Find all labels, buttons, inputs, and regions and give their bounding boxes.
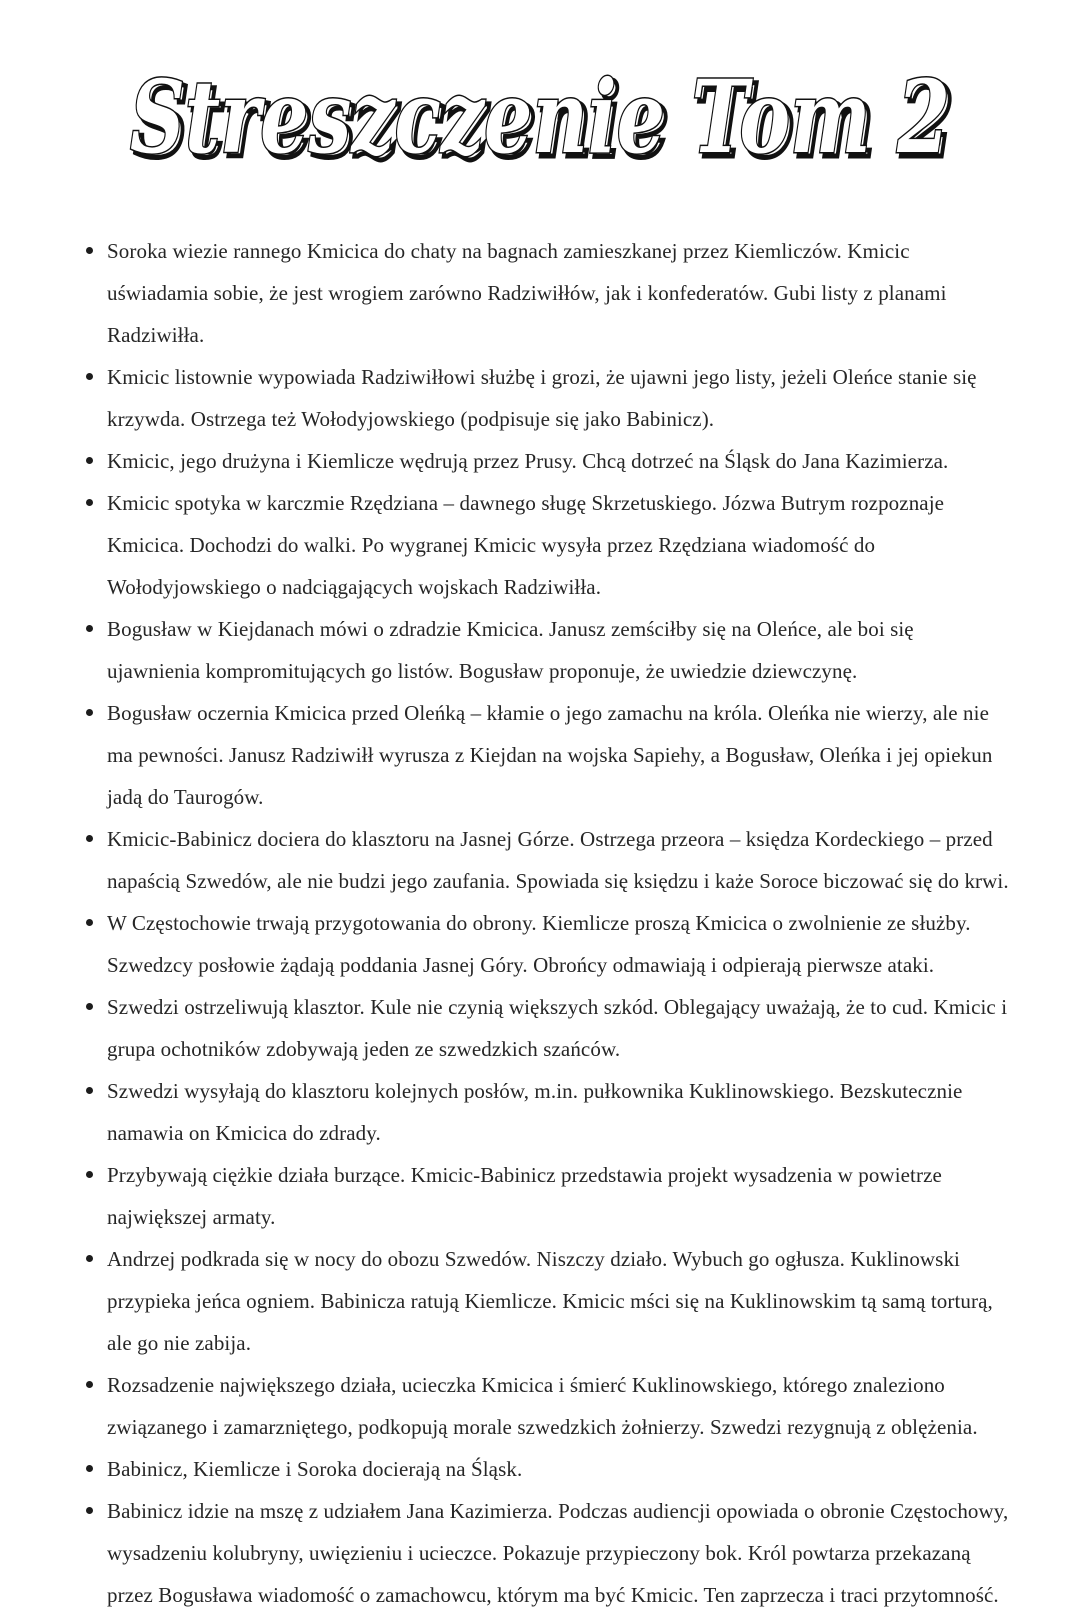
- summary-item: [86, 1364, 1010, 1448]
- summary-item-text: Babinicz, Kiemlicze i Soroka docierają na Śląsk.: [107, 1457, 523, 1481]
- summary-item: [86, 440, 1010, 482]
- summary-item-text: W Częstochowie trwają przygotowania do obrony. Kiemlicze proszą Kmicica o zwolnienie ze służby. Szwedzcy posłowie żądają poddania Jasnej Góry. Obrońcy odmawiają i odpierają pierwsze ataki.: [107, 911, 971, 977]
- bullet-icon: [86, 835, 93, 842]
- bullet-icon: [86, 373, 93, 380]
- summary-item-text: Kmicic-Babinicz dociera do klasztoru na Jasnej Górze. Ostrzega przeora – księdza Kordeckiego – przed napaścią Szwedów, ale nie budzi jego zaufania. Spowiada się księdzu i każe Soroce biczować się do krwi.: [107, 827, 1009, 893]
- summary-item: [86, 482, 1010, 608]
- summary-item-text: Kmicic, jego drużyna i Kiemlicze wędrują przez Prusy. Chcą dotrzeć na Śląsk do Jana Kazimierza.: [107, 449, 949, 473]
- bullet-icon: [86, 499, 93, 506]
- summary-item: [86, 692, 1010, 818]
- bullet-icon: [86, 625, 93, 632]
- summary-item-text: Kmicic listownie wypowiada Radziwiłłowi służbę i grozi, że ujawni jego listy, jeżeli Oleńce stanie się krzywda. Ostrzega też Wołodyjowskiego (podpisuje się jako Babinicz).: [107, 365, 977, 431]
- summary-item: [86, 230, 1010, 356]
- page-title: Streszczenie Tom 2: [130, 58, 950, 176]
- summary-item: [86, 986, 1010, 1070]
- bullet-icon: [86, 709, 93, 716]
- bullet-icon: [86, 247, 93, 254]
- bullet-icon: [86, 1003, 93, 1010]
- summary-item: [86, 902, 1010, 986]
- summary-item: [86, 1448, 1010, 1490]
- summary-item: [86, 1238, 1010, 1364]
- page-title-wrap: [0, 34, 1080, 204]
- summary-item: [86, 1154, 1010, 1238]
- bullet-icon: [86, 457, 93, 464]
- page-title-outline-copy: Streszczenie Tom 2: [134, 62, 954, 180]
- summary-item-text: Przybywają ciężkie działa burzące. Kmicic-Babinicz przedstawia projekt wysadzenia w powietrze największej armaty.: [107, 1163, 942, 1229]
- summary-item-text: Soroka wiezie rannego Kmicica do chaty na bagnach zamieszkanej przez Kiemliczów. Kmicic uświadamia sobie, że jest wrogiem zarówno Radziwiłłów, jak i konfederatów. Gubi listy z planami Radziwiłła.: [107, 239, 947, 347]
- bullet-icon: [86, 1465, 93, 1472]
- bullet-icon: [86, 1087, 93, 1094]
- summary-item-text: Rozsadzenie największego działa, ucieczka Kmicica i śmierć Kuklinowskiego, którego znaleziono związanego i zamarzniętego, podkopują morale szwedzkich żołnierzy. Szwedzi rezygnują z oblężenia.: [107, 1373, 978, 1439]
- summary-item-text: Andrzej podkrada się w nocy do obozu Szwedów. Niszczy działo. Wybuch go ogłusza. Kuklinowski przypieka jeńca ogniem. Babinicza ratują Kiemlicze. Kmicic mści się na Kuklinowskim tą samą torturą, ale go nie zabija.: [107, 1247, 993, 1355]
- summary-item-text: Szwedzi ostrzeliwują klasztor. Kule nie czynią większych szkód. Oblegający uważają, że to cud. Kmicic i grupa ochotników zdobywają jeden ze szwedzkich szańców.: [107, 995, 1008, 1061]
- bullet-icon: [86, 1507, 93, 1514]
- summary-item: [86, 356, 1010, 440]
- summary-item-text: Babinicz idzie na mszę z udziałem Jana Kazimierza. Podczas audiencji opowiada o obronie Częstochowy, wysadzeniu kolubryny, uwięzieniu i ucieczce. Pokazuje przypieczony bok. Król powtarza przekazaną przez Bogusława wiadomość o zamachowcu, którym ma być Kmicic. Ten zaprzecza i traci przytomność.: [107, 1499, 1009, 1607]
- summary-item: [86, 1070, 1010, 1154]
- summary-item-text: Bogusław oczernia Kmicica przed Oleńką – kłamie o jego zamachu na króla. Oleńka nie wierzy, ale nie ma pewności. Janusz Radziwiłł wyrusza z Kiejdan na wojska Sapiehy, a Bogusław, Oleńka i jej opiekun jadą do Taurogów.: [107, 701, 993, 809]
- summary-item-text: Szwedzi wysyłają do klasztoru kolejnych posłów, m.in. pułkownika Kuklinowskiego. Bezskutecznie namawia on Kmicica do zdrady.: [107, 1079, 963, 1145]
- bullet-icon: [86, 919, 93, 926]
- summary-item: [86, 608, 1010, 692]
- page-title-art: [100, 34, 980, 204]
- summary-item: [86, 1490, 1010, 1616]
- summary-item-text: Kmicic spotyka w karczmie Rzędziana – dawnego sługę Skrzetuskiego. Józwa Butrym rozpoznaje Kmicica. Dochodzi do walki. Po wygranej Kmicic wysyła przez Rzędziana wiadomość do Wołodyjowskiego o nadciągających wojskach Radziwiłła.: [107, 491, 945, 599]
- bullet-icon: [86, 1381, 93, 1388]
- summary-list: [86, 230, 1010, 1616]
- bullet-icon: [86, 1171, 93, 1178]
- bullet-icon: [86, 1255, 93, 1262]
- summary-item-text: Bogusław w Kiejdanach mówi o zdradzie Kmicica. Janusz zemściłby się na Oleńce, ale boi się ujawnienia kompromitujących go listów. Bogusław proponuje, że uwiedzie dziewczynę.: [107, 617, 914, 683]
- summary-item: [86, 818, 1010, 902]
